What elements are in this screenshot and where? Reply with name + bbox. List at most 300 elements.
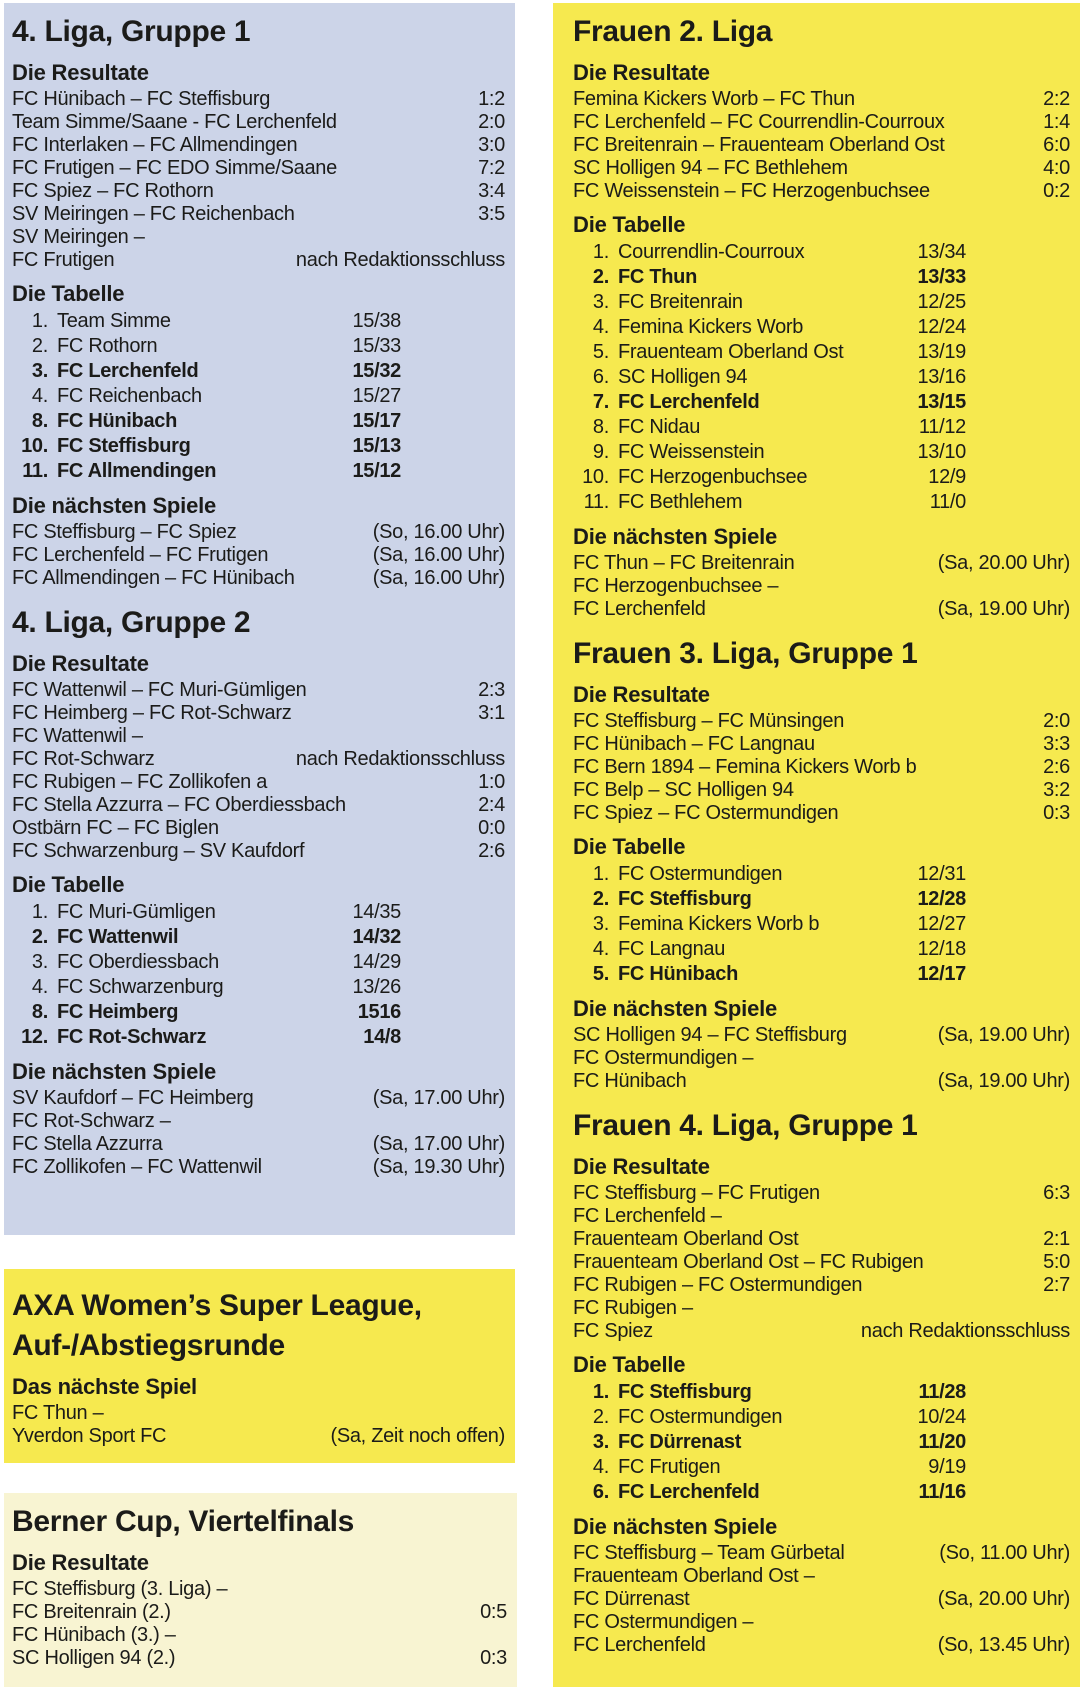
table-rank: 2.: [592, 888, 609, 910]
match-teams: FC Wattenwil –: [12, 725, 143, 747]
result-row: [12, 794, 505, 817]
result-row: [573, 1205, 1070, 1228]
table-team: FC Reichenbach: [57, 385, 202, 407]
match-teams: FC Hünibach – FC Steffisburg: [12, 88, 271, 110]
table-row: [573, 340, 1070, 365]
table-team: FC Ostermundigen: [618, 1406, 783, 1428]
result-row: [12, 702, 505, 725]
match-score: [501, 1624, 507, 1647]
result-row: [573, 1228, 1070, 1251]
table-team: FC Breitenrain: [618, 291, 743, 313]
table-team: FC Allmendingen: [57, 460, 217, 482]
fixture-time: (Sa, 19.30 Uhr): [372, 1156, 505, 1178]
match-score: 5:0: [1043, 1251, 1070, 1273]
table-points: 12/28: [917, 888, 966, 910]
fixture-time: (So, 11.00 Uhr): [939, 1542, 1070, 1564]
match-teams: FC Breitenrain (2.): [12, 1601, 171, 1623]
result-row: [12, 771, 505, 794]
fixture-teams: FC Herzogenbuchsee –: [573, 575, 779, 597]
match-teams: FC Steffisburg – FC Frutigen: [573, 1182, 820, 1204]
group-heading: Die Tabelle: [573, 212, 686, 237]
table-points: 9/19: [928, 1456, 966, 1478]
match-teams: FC Rubigen – FC Ostermundigen: [573, 1274, 863, 1296]
match-teams: FC Rubigen –: [573, 1297, 693, 1319]
result-row: [12, 203, 505, 226]
fixture-teams: FC Zollikofen – FC Wattenwil: [12, 1156, 262, 1178]
table-row: [573, 365, 1070, 390]
league-section: [573, 13, 1070, 621]
match-teams: Team Simme/Saane - FC Lerchenfeld: [12, 111, 337, 133]
group-heading: Die Resultate: [573, 60, 710, 85]
match-score: 2:0: [1043, 710, 1070, 732]
table-points: 14/8: [363, 1026, 401, 1048]
match-teams: FC Belp – SC Holligen 94: [573, 779, 794, 801]
fixture-time: (Sa, 20.00 Uhr): [937, 552, 1070, 574]
table-row: [573, 887, 1070, 912]
table-rank: 2.: [592, 266, 609, 288]
fixture-time: (Sa, 19.00 Uhr): [937, 1024, 1070, 1046]
fixture-teams: FC Lerchenfeld – FC Frutigen: [12, 544, 269, 566]
table-rank: 3.: [592, 1431, 609, 1453]
match-teams: FC Rot-Schwarz: [12, 748, 155, 770]
table-row: [573, 1380, 1070, 1405]
table-points: 15/13: [352, 435, 401, 457]
table-points: 15/32: [352, 360, 401, 382]
result-row: [573, 111, 1070, 134]
table-points: 12/27: [917, 913, 966, 935]
table-rank: 1.: [592, 241, 609, 263]
match-score: 0:0: [478, 817, 505, 839]
match-teams: FC Frutigen: [12, 249, 115, 271]
table-rank: 11.: [22, 460, 48, 482]
table-rank: 1.: [592, 863, 609, 885]
table-rank: 10.: [582, 466, 609, 488]
fixture-time: [1064, 1565, 1070, 1588]
result-row: [12, 1578, 507, 1601]
match-score: 3:2: [1043, 779, 1070, 801]
match-teams: FC Spiez: [573, 1320, 653, 1342]
fixture-time: (Sa, 16.00 Uhr): [372, 544, 505, 566]
match-teams: Femina Kickers Worb – FC Thun: [573, 88, 855, 110]
table-team: FC Thun: [618, 266, 697, 288]
match-teams: Frauenteam Oberland Ost – FC Rubigen: [573, 1251, 924, 1273]
match-score: 1:0: [478, 771, 505, 793]
fixture-row: [12, 1110, 505, 1133]
fixture-time: [499, 1110, 505, 1133]
fixture-teams: FC Lerchenfeld: [573, 1634, 706, 1656]
league-section: [573, 1107, 1070, 1657]
table-team: FC Heimberg: [57, 1001, 179, 1023]
table-row: [12, 1000, 505, 1025]
match-teams: FC Breitenrain – Frauenteam Oberland Ost: [573, 134, 945, 156]
table-points: 13/19: [917, 341, 966, 363]
fixture-teams: FC Thun – FC Breitenrain: [573, 552, 795, 574]
table-rank: 9.: [592, 441, 609, 463]
table-team: FC Bethlehem: [618, 491, 743, 513]
result-row: [12, 748, 505, 771]
table-team: FC Nidau: [618, 416, 701, 438]
table-points: 12/17: [917, 963, 966, 985]
table-points: 12/31: [917, 863, 966, 885]
match-teams: FC Schwarzenburg – SV Kaufdorf: [12, 840, 305, 862]
table-team: FC Hünibach: [57, 410, 178, 432]
group-heading: Die Resultate: [12, 60, 149, 85]
fixture-time: (Sa, 19.00 Uhr): [937, 598, 1070, 620]
league-section: [12, 1503, 507, 1670]
match-score: [499, 226, 505, 249]
table-row: [573, 415, 1070, 440]
table-row: [12, 459, 505, 484]
match-score: 3:3: [1043, 733, 1070, 755]
table-team: Courrendlin-Courroux: [618, 241, 805, 263]
table-team: FC Lerchenfeld: [618, 391, 760, 413]
table-rank: 2.: [31, 926, 48, 948]
match-score: [501, 1578, 507, 1601]
fixture-time: [1064, 1611, 1070, 1634]
table-rank: 11.: [583, 491, 609, 513]
section-title-line: 4. Liga, Gruppe 2: [12, 606, 251, 639]
match-teams: SV Meiringen – FC Reichenbach: [12, 203, 295, 225]
group-heading: Die nächsten Spiele: [573, 996, 778, 1021]
table-rank: 12.: [21, 1026, 48, 1048]
table-team: FC Schwarzenburg: [57, 976, 224, 998]
group-heading: Die Tabelle: [573, 834, 686, 859]
table-team: FC Steffisburg: [618, 888, 752, 910]
table-team: FC Rothorn: [57, 335, 158, 357]
table-row: [573, 465, 1070, 490]
table-rank: 8.: [31, 410, 48, 432]
match-teams: FC Wattenwil – FC Muri-Gümligen: [12, 679, 307, 701]
fixture-time: (Sa, 20.00 Uhr): [937, 1588, 1070, 1610]
match-score: 3:4: [478, 180, 505, 202]
match-score: [1064, 1297, 1070, 1320]
block-axa: [4, 1269, 515, 1463]
fixture-teams: SC Holligen 94 – FC Steffisburg: [573, 1024, 847, 1046]
table-rank: 10.: [21, 435, 48, 457]
group-heading: Die nächsten Spiele: [12, 493, 217, 518]
table-rank: 4.: [592, 1456, 609, 1478]
table-rank: 6.: [592, 366, 609, 388]
fixture-row: [573, 1634, 1070, 1657]
match-teams: FC Hünibach – FC Langnau: [573, 733, 815, 755]
table-rank: 4.: [592, 938, 609, 960]
table-rank: 1.: [31, 901, 48, 923]
fixture-row: [12, 1156, 505, 1179]
fixture-row: [573, 1542, 1070, 1565]
result-row: [573, 88, 1070, 111]
table-points: 11/12: [918, 416, 966, 438]
league-section: [12, 1287, 505, 1448]
table-row: [573, 440, 1070, 465]
table-team: FC Frutigen: [618, 1456, 721, 1478]
result-row: [573, 134, 1070, 157]
table-rank: 3.: [31, 951, 48, 973]
table-row: [573, 1430, 1070, 1455]
match-score: nach Redaktionsschluss: [295, 249, 505, 271]
fixture-row: [573, 1047, 1070, 1070]
match-score: 2:2: [1043, 88, 1070, 110]
table-rank: 5.: [592, 963, 609, 985]
match-teams: FC Lerchenfeld –: [573, 1205, 722, 1227]
table-team: Frauenteam Oberland Ost: [618, 341, 844, 363]
block-liga-4: [4, 3, 515, 1235]
match-score: 3:0: [478, 134, 505, 156]
table-row: [12, 309, 505, 334]
match-score: 6:0: [1043, 134, 1070, 156]
fixture-teams: FC Hünibach: [573, 1070, 687, 1092]
result-row: [573, 710, 1070, 733]
fixture-teams: SV Kaufdorf – FC Heimberg: [12, 1087, 254, 1109]
group-heading: Die Tabelle: [12, 872, 125, 897]
table-points: 12/24: [917, 316, 966, 338]
fixture-time: (Sa, 16.00 Uhr): [372, 567, 505, 589]
table-team: Team Simme: [57, 310, 171, 332]
section-title-line: AXA Women’s Super League,: [12, 1289, 422, 1322]
table-rank: 8.: [592, 416, 609, 438]
match-teams: FC Steffisburg – FC Münsingen: [573, 710, 845, 732]
table-rank: 1.: [31, 310, 48, 332]
table-row: [12, 334, 505, 359]
section-title-line: Auf-/Abstiegsrunde: [12, 1329, 285, 1362]
fixture-teams: Yverdon Sport FC: [12, 1425, 167, 1447]
match-score: 4:0: [1043, 157, 1070, 179]
match-score: 7:2: [478, 157, 505, 179]
table-team: Femina Kickers Worb: [618, 316, 804, 338]
fixture-row: [573, 598, 1070, 621]
table-team: FC Ostermundigen: [618, 863, 783, 885]
block-frauen: [553, 3, 1080, 1687]
table-team: FC Oberdiessbach: [57, 951, 219, 973]
match-score: 6:3: [1043, 1182, 1070, 1204]
table-team: FC Rot-Schwarz: [57, 1026, 207, 1048]
result-row: [12, 226, 505, 249]
fixture-time: [1064, 575, 1070, 598]
table-row: [573, 912, 1070, 937]
result-row: [573, 157, 1070, 180]
table-team: FC Langnau: [618, 938, 726, 960]
match-teams: SC Holligen 94 – FC Bethlehem: [573, 157, 848, 179]
table-rank: 7.: [592, 391, 609, 413]
result-row: [12, 725, 505, 748]
section-title-line: Frauen 2. Liga: [573, 15, 773, 48]
match-score: 0:3: [480, 1647, 507, 1669]
fixture-time: [499, 1402, 505, 1425]
table-row: [573, 1455, 1070, 1480]
result-row: [12, 817, 505, 840]
table-row: [12, 384, 505, 409]
match-teams: FC Stella Azzurra – FC Oberdiessbach: [12, 794, 346, 816]
group-heading: Die Resultate: [12, 1550, 149, 1575]
group-heading: Die Resultate: [573, 682, 710, 707]
table-team: FC Lerchenfeld: [618, 1481, 760, 1503]
match-score: 2:3: [478, 679, 505, 701]
result-row: [12, 88, 505, 111]
match-teams: FC Hünibach (3.) –: [12, 1624, 176, 1646]
match-score: 0:2: [1043, 180, 1070, 202]
match-score: nach Redaktionsschluss: [860, 1320, 1070, 1342]
result-row: [12, 157, 505, 180]
group-heading: Die Resultate: [12, 651, 149, 676]
table-points: 11/16: [918, 1481, 966, 1503]
match-teams: Frauenteam Oberland Ost: [573, 1228, 799, 1250]
fixture-row: [12, 1425, 505, 1448]
fixture-time: (Sa, 17.00 Uhr): [372, 1087, 505, 1109]
fixture-time: [1064, 1047, 1070, 1070]
table-rank: 1.: [592, 1381, 609, 1403]
group-heading: Die Tabelle: [12, 281, 125, 306]
table-team: Femina Kickers Worb b: [618, 913, 820, 935]
table-points: 11/0: [929, 491, 966, 513]
match-teams: SV Meiringen –: [12, 226, 145, 248]
result-row: [12, 1624, 507, 1647]
table-row: [573, 490, 1070, 515]
table-points: 14/32: [352, 926, 401, 948]
result-row: [12, 679, 505, 702]
table-rank: 8.: [31, 1001, 48, 1023]
group-heading: Die Resultate: [573, 1154, 710, 1179]
table-points: 14/35: [352, 901, 401, 923]
table-rank: 3.: [31, 360, 48, 382]
table-rank: 2.: [592, 1406, 609, 1428]
group-heading: Die nächsten Spiele: [573, 524, 778, 549]
table-row: [573, 290, 1070, 315]
match-teams: FC Frutigen – FC EDO Simme/Saane: [12, 157, 337, 179]
fixture-time: (So, 13.45 Uhr): [937, 1634, 1070, 1656]
result-row: [573, 180, 1070, 203]
table-team: FC Lerchenfeld: [57, 360, 199, 382]
table-team: FC Wattenwil: [57, 926, 179, 948]
match-teams: FC Lerchenfeld – FC Courrendlin-Courroux: [573, 111, 945, 133]
match-score: 2:0: [478, 111, 505, 133]
table-team: FC Herzogenbuchsee: [618, 466, 808, 488]
fixture-time: (Sa, 19.00 Uhr): [937, 1070, 1070, 1092]
fixture-row: [573, 552, 1070, 575]
table-team: FC Dürrenast: [618, 1431, 742, 1453]
match-score: 2:6: [478, 840, 505, 862]
fixture-teams: FC Dürrenast: [573, 1588, 690, 1610]
match-teams: Ostbärn FC – FC Biglen: [12, 817, 219, 839]
table-row: [573, 240, 1070, 265]
match-score: 2:7: [1043, 1274, 1070, 1296]
table-points: 12/25: [917, 291, 966, 313]
table-team: FC Hünibach: [618, 963, 739, 985]
result-row: [12, 1647, 507, 1670]
match-teams: SC Holligen 94 (2.): [12, 1647, 176, 1669]
fixture-row: [12, 544, 505, 567]
table-row: [573, 862, 1070, 887]
fixture-row: [12, 1133, 505, 1156]
fixture-teams: FC Steffisburg – Team Gürbetal: [573, 1542, 845, 1564]
match-score: 3:1: [478, 702, 505, 724]
table-points: 13/34: [917, 241, 966, 263]
fixture-row: [573, 1565, 1070, 1588]
result-row: [573, 1274, 1070, 1297]
block-berner-cup: [4, 1493, 517, 1687]
fixture-row: [573, 1070, 1070, 1093]
fixture-teams: FC Ostermundigen –: [573, 1611, 754, 1633]
table-points: 15/17: [352, 410, 401, 432]
table-points: 11/20: [918, 1431, 966, 1453]
table-row: [12, 925, 505, 950]
result-row: [573, 1182, 1070, 1205]
fixture-row: [573, 575, 1070, 598]
match-teams: FC Rubigen – FC Zollikofen a: [12, 771, 268, 793]
result-row: [573, 1251, 1070, 1274]
result-row: [12, 111, 505, 134]
fixture-time: (Sa, Zeit noch offen): [330, 1425, 505, 1447]
fixture-row: [12, 1402, 505, 1425]
match-score: 1:4: [1043, 111, 1070, 133]
group-heading: Die nächsten Spiele: [573, 1514, 778, 1539]
fixture-row: [12, 1087, 505, 1110]
table-rank: 5.: [592, 341, 609, 363]
table-points: 13/15: [917, 391, 966, 413]
result-row: [573, 802, 1070, 825]
table-row: [12, 434, 505, 459]
match-teams: FC Weissenstein – FC Herzogenbuchsee: [573, 180, 930, 202]
table-team: FC Steffisburg: [57, 435, 191, 457]
fixture-teams: FC Stella Azzurra: [12, 1133, 163, 1155]
section-title-line: 4. Liga, Gruppe 1: [12, 15, 251, 48]
table-points: 12/18: [917, 938, 966, 960]
table-points: 13/33: [917, 266, 966, 288]
table-rank: 3.: [592, 291, 609, 313]
table-points: 13/26: [352, 976, 401, 998]
table-rank: 4.: [31, 385, 48, 407]
match-teams: FC Spiez – FC Rothorn: [12, 180, 214, 202]
result-row: [12, 134, 505, 157]
fixture-teams: Frauenteam Oberland Ost –: [573, 1565, 815, 1587]
fixture-time: (Sa, 17.00 Uhr): [372, 1133, 505, 1155]
table-points: 13/10: [917, 441, 966, 463]
match-teams: FC Spiez – FC Ostermundigen: [573, 802, 839, 824]
table-points: 14/29: [352, 951, 401, 973]
match-teams: FC Steffisburg (3. Liga) –: [12, 1578, 228, 1600]
table-points: 11/28: [918, 1381, 966, 1403]
table-team: FC Steffisburg: [618, 1381, 752, 1403]
fixture-teams: FC Allmendingen – FC Hünibach: [12, 567, 295, 589]
table-team: FC Muri-Gümligen: [57, 901, 216, 923]
league-section: [573, 635, 1070, 1093]
table-row: [573, 265, 1070, 290]
result-row: [12, 840, 505, 863]
fixture-teams: FC Thun –: [12, 1402, 104, 1424]
match-score: 1:2: [478, 88, 505, 110]
table-points: 15/12: [352, 460, 401, 482]
table-row: [12, 1025, 505, 1050]
table-team: FC Weissenstein: [618, 441, 765, 463]
group-heading: Das nächste Spiel: [12, 1374, 197, 1399]
match-score: 3:5: [478, 203, 505, 225]
table-rank: 6.: [592, 1481, 609, 1503]
fixture-teams: FC Ostermundigen –: [573, 1047, 754, 1069]
section-title-line: Frauen 3. Liga, Gruppe 1: [573, 637, 918, 670]
fixture-time: (So, 16.00 Uhr): [372, 521, 505, 543]
group-heading: Die nächsten Spiele: [12, 1059, 217, 1084]
fixture-row: [12, 521, 505, 544]
result-row: [573, 779, 1070, 802]
match-score: 2:1: [1043, 1228, 1070, 1250]
table-row: [573, 962, 1070, 987]
league-section: [12, 13, 505, 590]
table-row: [573, 1480, 1070, 1505]
table-row: [573, 315, 1070, 340]
match-score: 0:5: [480, 1601, 507, 1623]
table-rank: 4.: [592, 316, 609, 338]
result-row: [12, 1601, 507, 1624]
match-score: 2:6: [1043, 756, 1070, 778]
table-rank: 3.: [592, 913, 609, 935]
